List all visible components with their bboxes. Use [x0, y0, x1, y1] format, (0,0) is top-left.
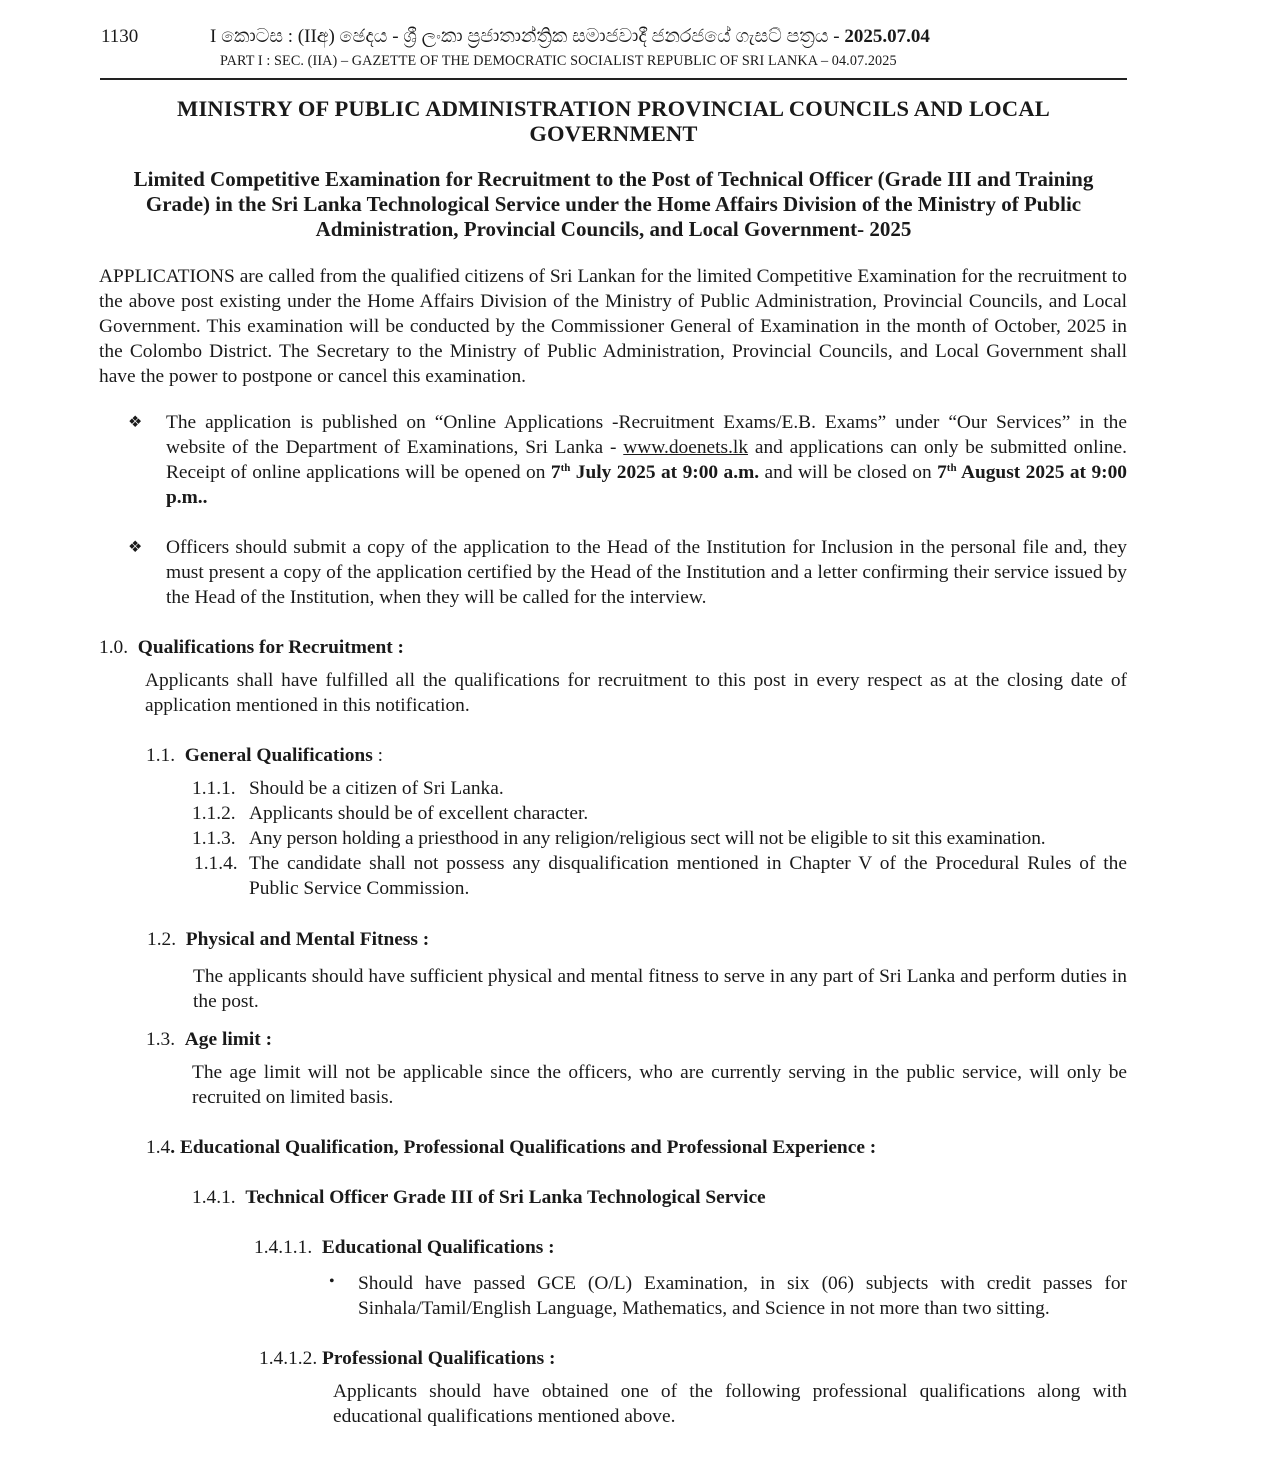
section-1-2-heading	[147, 927, 429, 952]
section-1-4-1-1-title: Educational Qualifications :	[321, 1237, 555, 1258]
notice-title: Limited Competitive Examination for Recruitment to the Post of Technical Officer (Grade III and Training Grade) in the Sri Lanka Technological Service under the Home Affairs Division of the Ministry of Public Administration, Provincial Councils, and Local Government- 2025	[133, 167, 1094, 241]
intro-paragraph: APPLICATIONS are called from the qualified citizens of Sri Lankan for the limited Competitive Examination for the recruitment to the above post existing under the Home Affairs Division of the Ministry of Public Administration, Provincial Councils, and Local Government. This examination will be conducted by the Commissioner General of Examination in the month of October, 2025 in the Colombo District. The Secretary to the Ministry of Public Administration, Provincial Councils, and Local Government shall have the power to postpone or cancel this examination.	[99, 266, 1127, 387]
ministry-title: MINISTRY OF PUBLIC ADMINISTRATION PROVINCIAL COUNCILS AND LOCAL GOVERNMENT	[177, 96, 1050, 146]
diamond-bullet-icon: ❖	[128, 539, 143, 556]
section-1-2-title: Physical and Mental Fitness :	[185, 929, 430, 950]
section-1-2-number: 1.2.	[147, 929, 177, 950]
section-1-4-1-2-heading	[259, 1346, 555, 1371]
list-item	[194, 851, 1127, 901]
section-1-1-title: General Qualifications	[184, 745, 373, 766]
section-1-1-number: 1.1.	[146, 745, 176, 766]
header-divider	[100, 78, 1127, 80]
list-item-text: The candidate shall not possess any disqualification mentioned in Chapter V of the Procedural Rules of the Public Service Commission.	[249, 853, 1127, 899]
bullet-officers-copy: Officers should submit a copy of the application to the Head of the Institution for Inclusion in the personal file and, they must present a copy of the application certified by the Head of the Institution and a letter confirming their service issued by the Head of the Institution, when they will be called for the interview.	[166, 537, 1127, 608]
open-day-suffix: th	[560, 462, 571, 474]
section-1-4-1-2-text: Applicants should have obtained one of the following professional qualifications along with educational qualifications mentioned above.	[333, 1381, 1127, 1427]
doenets-link[interactable]: www.doenets.lk	[623, 437, 749, 458]
section-1-1-heading	[146, 743, 383, 768]
sinhala-header-text: I කොටස : (IIඅ) ඡෙදය - ශ්‍රී ලංකා ප්‍රජාතාන්ත්‍රික සමාජවාදී ජනරජයේ ගැසට් පත්‍රය -	[210, 26, 845, 47]
bullet-dot-icon: •	[329, 1273, 335, 1290]
open-date-rest: July 2025 at 9:00 a.m.	[570, 462, 760, 483]
section-1-4-title: . Educational Qualification, Professional Qualifications and Professional Experience :	[170, 1137, 877, 1158]
section-1-text: Applicants shall have fulfilled all the qualifications for recruitment to this post in every respect as at the closing date of application mentioned in this notification.	[145, 670, 1127, 716]
list-item	[192, 776, 1127, 801]
section-1-4-1-2-number: 1.4.1.2.	[259, 1348, 318, 1369]
close-day-suffix: th	[946, 462, 957, 474]
section-1-number: 1.0.	[99, 637, 129, 658]
list-item	[192, 801, 1127, 826]
list-item-text: Should be a citizen of Sri Lanka.	[249, 778, 504, 799]
list-item-number: 1.1.1.	[192, 778, 236, 799]
section-1-1-suffix: :	[372, 745, 384, 766]
bullet1-text-a: The application is published on “Online Applications -Recruitment Exams/E.B. Exams” under “Our Services” in the website of the Department of Examinations, Sri Lanka -	[166, 412, 1127, 458]
section-1-3-text: The age limit will not be applicable since the officers, who are currently serving in the public service, will only be recruited on limited basis.	[192, 1062, 1127, 1108]
bullet1-text-c: and will be closed on	[759, 462, 938, 483]
list-item-number: 1.1.2.	[192, 803, 236, 824]
section-1-3-heading	[146, 1027, 272, 1052]
diamond-bullet-icon: ❖	[128, 414, 143, 431]
page-number: 1130	[101, 26, 139, 47]
list-item-text: Applicants should be of excellent character.	[249, 803, 589, 824]
list-item-number: 1.1.3.	[192, 828, 236, 849]
section-1-4-heading	[146, 1135, 876, 1160]
open-day: 7	[550, 462, 561, 483]
section-1-title: Qualifications for Recruitment :	[137, 637, 405, 658]
section-1-4-1-1-text: Should have passed GCE (O/L) Examination, in six (06) subjects with credit passes for Sinhala/Tamil/English Language, Mathematics, and Science in not more than two sitting.	[358, 1273, 1127, 1319]
list-item-text: Any person holding a priesthood in any religion/religious sect will not be eligible to sit this examination.	[249, 828, 1046, 849]
bullet-online-application	[166, 410, 1127, 510]
close-date-rest: August 2025 at 9:00 p.m..	[166, 462, 1127, 508]
open-date	[551, 462, 759, 483]
close-day: 7	[937, 462, 947, 483]
section-1-3-title: Age limit :	[184, 1029, 273, 1050]
section-1-3-number: 1.3.	[146, 1029, 176, 1050]
list-item	[192, 826, 1127, 851]
english-header: PART I : SEC. (IIA) – GAZETTE OF THE DEMOCRATIC SOCIALIST REPUBLIC OF SRI LANKA – 04.07.2025	[220, 53, 897, 69]
section-1-4-1-number: 1.4.1.	[192, 1187, 236, 1208]
section-1-4-1-heading	[192, 1185, 766, 1210]
section-1-4-1-1-heading	[254, 1235, 555, 1260]
section-1-heading	[99, 635, 404, 660]
section-1-4-1-2-title: Professional Qualifications :	[322, 1348, 556, 1369]
sinhala-header	[210, 26, 930, 48]
sinhala-header-date: 2025.07.04	[844, 26, 930, 47]
list-item-number: 1.1.4.	[194, 853, 238, 874]
section-1-2-text: The applicants should have sufficient physical and mental fitness to serve in any part of Sri Lanka and perform duties in the post.	[193, 966, 1127, 1012]
section-1-4-1-title: Technical Officer Grade III of Sri Lanka Technological Service	[245, 1187, 766, 1208]
section-1-4-number: 1.4	[146, 1137, 171, 1158]
section-1-4-1-1-number: 1.4.1.1.	[254, 1237, 313, 1258]
bullet1-text-b: and applications can only be submitted online. Receipt of online applications will be opened on	[166, 437, 1128, 483]
